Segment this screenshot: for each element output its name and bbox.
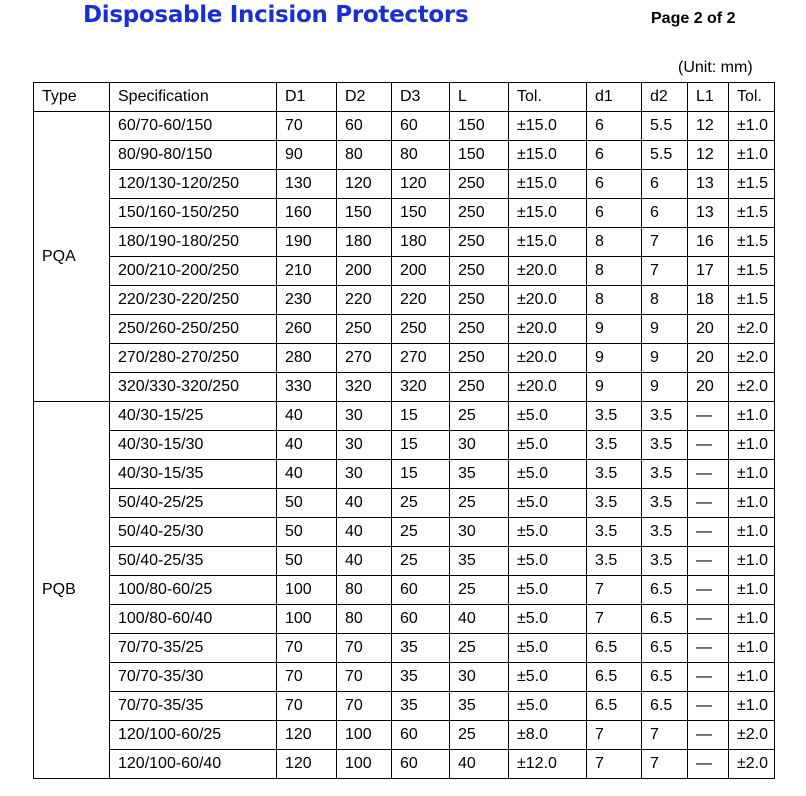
- table-cell: —: [688, 576, 729, 605]
- table-cell: 330: [277, 373, 337, 402]
- table-cell: 220: [392, 286, 450, 315]
- table-cell: 6.5: [642, 576, 688, 605]
- table-cell: 20: [688, 373, 729, 402]
- table-row: [34, 750, 775, 779]
- table-cell: ±15.0: [509, 170, 587, 199]
- table-cell: 30: [337, 431, 392, 460]
- table-cell: ±5.0: [509, 634, 587, 663]
- table-cell: 15: [392, 402, 450, 431]
- table-cell: 30: [337, 402, 392, 431]
- table-cell: 40: [450, 750, 509, 779]
- table-cell: 50: [277, 547, 337, 576]
- document-title: Disposable Incision Protectors: [83, 2, 469, 28]
- table-cell: 40: [337, 518, 392, 547]
- table-row: [34, 634, 775, 663]
- table-row: [34, 721, 775, 750]
- table-cell: 120: [277, 721, 337, 750]
- table-cell: 150: [392, 199, 450, 228]
- table-cell: 18: [688, 286, 729, 315]
- table-cell: —: [688, 547, 729, 576]
- table-cell: 6.5: [587, 692, 642, 721]
- table-cell: ±12.0: [509, 750, 587, 779]
- table-cell: 80: [337, 141, 392, 170]
- table-row: [34, 460, 775, 489]
- table-cell: ±2.0: [729, 315, 775, 344]
- table-cell: 7: [587, 721, 642, 750]
- table-cell: —: [688, 489, 729, 518]
- table-row: [34, 170, 775, 199]
- table-cell: 60: [392, 605, 450, 634]
- table-cell: 250/260-250/250: [110, 315, 277, 344]
- table-body: [34, 112, 775, 779]
- table-cell: 40/30-15/30: [110, 431, 277, 460]
- table-cell: 3.5: [587, 489, 642, 518]
- table-row: [34, 489, 775, 518]
- table-cell: 90: [277, 141, 337, 170]
- col-header-tol: Tol.: [509, 83, 587, 112]
- table-cell: ±5.0: [509, 663, 587, 692]
- table-cell: 6: [587, 199, 642, 228]
- table-cell: 320: [337, 373, 392, 402]
- table-cell: 9: [642, 315, 688, 344]
- table-cell: —: [688, 721, 729, 750]
- table-cell: 70: [277, 634, 337, 663]
- table-cell: 6: [587, 170, 642, 199]
- header-row: [34, 83, 775, 112]
- table-cell: 250: [450, 344, 509, 373]
- table-cell: 250: [450, 315, 509, 344]
- table-cell: 60: [337, 112, 392, 141]
- table-cell: ±1.0: [729, 141, 775, 170]
- table-cell: 40: [277, 460, 337, 489]
- table-cell: ±15.0: [509, 199, 587, 228]
- table-cell: ±5.0: [509, 402, 587, 431]
- table-cell: 50/40-25/25: [110, 489, 277, 518]
- table-cell: 100: [337, 721, 392, 750]
- unit-label: (Unit: mm): [678, 59, 753, 76]
- table-cell: 3.5: [587, 547, 642, 576]
- table-row: [34, 228, 775, 257]
- table-cell: 50/40-25/30: [110, 518, 277, 547]
- table-cell: 40: [337, 489, 392, 518]
- table-cell: 3.5: [587, 518, 642, 547]
- table-cell: 150: [450, 141, 509, 170]
- table-row: [34, 199, 775, 228]
- page-number: Page 2 of 2: [651, 10, 736, 27]
- table-cell: 6.5: [642, 663, 688, 692]
- table-row: [34, 344, 775, 373]
- table-cell: 40: [337, 547, 392, 576]
- table-cell: 25: [450, 634, 509, 663]
- table-row: [34, 112, 775, 141]
- table-cell: 35: [392, 692, 450, 721]
- table-cell: —: [688, 402, 729, 431]
- table-cell: —: [688, 431, 729, 460]
- table-cell: 9: [642, 373, 688, 402]
- table-cell: 70: [277, 112, 337, 141]
- table-cell: ±1.0: [729, 489, 775, 518]
- table-cell: 6.5: [642, 692, 688, 721]
- table-cell: 30: [337, 460, 392, 489]
- table-cell: 320/330-320/250: [110, 373, 277, 402]
- table-cell: ±5.0: [509, 692, 587, 721]
- table-cell: 8: [587, 286, 642, 315]
- table-cell: 3.5: [642, 460, 688, 489]
- table-cell: 50: [277, 489, 337, 518]
- table-cell: ±20.0: [509, 344, 587, 373]
- table-cell: 270: [337, 344, 392, 373]
- table-cell: 25: [450, 576, 509, 605]
- table-cell: 5.5: [642, 112, 688, 141]
- table-cell: 9: [642, 344, 688, 373]
- table-cell: 9: [587, 373, 642, 402]
- table-cell: 40: [450, 605, 509, 634]
- table-cell: 3.5: [642, 547, 688, 576]
- table-cell: 100/80-60/25: [110, 576, 277, 605]
- table-cell: 150/160-150/250: [110, 199, 277, 228]
- table-cell: 270/280-270/250: [110, 344, 277, 373]
- table-cell: 13: [688, 199, 729, 228]
- table-cell: 30: [450, 663, 509, 692]
- table-cell: 6: [587, 141, 642, 170]
- table-cell: 180: [337, 228, 392, 257]
- table-cell: 25: [392, 518, 450, 547]
- table-cell: 120: [277, 750, 337, 779]
- table-cell: ±1.0: [729, 605, 775, 634]
- table-cell: 180: [392, 228, 450, 257]
- table-cell: 100/80-60/40: [110, 605, 277, 634]
- table-cell: 80: [392, 141, 450, 170]
- table-cell: 25: [392, 547, 450, 576]
- table-cell: ±1.0: [729, 576, 775, 605]
- table-cell: 6: [642, 199, 688, 228]
- table-cell: 60: [392, 576, 450, 605]
- table-cell: 3.5: [587, 460, 642, 489]
- table-cell: ±1.5: [729, 199, 775, 228]
- table-cell: 120: [392, 170, 450, 199]
- table-cell: ±1.0: [729, 460, 775, 489]
- table-cell: 7: [642, 228, 688, 257]
- table-row: [34, 141, 775, 170]
- table-cell: 70/70-35/35: [110, 692, 277, 721]
- table-cell: 60: [392, 750, 450, 779]
- table-cell: ±20.0: [509, 373, 587, 402]
- table-row: [34, 576, 775, 605]
- table-cell: —: [688, 750, 729, 779]
- table-cell: 16: [688, 228, 729, 257]
- table-cell: 7: [587, 750, 642, 779]
- table-cell: 3.5: [642, 518, 688, 547]
- table-cell: ±2.0: [729, 721, 775, 750]
- table-cell: ±2.0: [729, 344, 775, 373]
- table-row: [34, 431, 775, 460]
- table-cell: ±5.0: [509, 460, 587, 489]
- table-cell: ±1.5: [729, 170, 775, 199]
- table-cell: 160: [277, 199, 337, 228]
- table-cell: 12: [688, 112, 729, 141]
- table-cell: ±2.0: [729, 750, 775, 779]
- table-cell: 70: [337, 692, 392, 721]
- table-cell: ±8.0: [509, 721, 587, 750]
- col-header-d2: D2: [337, 83, 392, 112]
- table-cell: 130: [277, 170, 337, 199]
- table-cell: 120/100-60/25: [110, 721, 277, 750]
- table-cell: ±1.5: [729, 286, 775, 315]
- table-cell: 17: [688, 257, 729, 286]
- table-cell: 60: [392, 721, 450, 750]
- table-cell: 120/100-60/40: [110, 750, 277, 779]
- table-row: [34, 257, 775, 286]
- table-cell: ±1.5: [729, 228, 775, 257]
- table-cell: —: [688, 663, 729, 692]
- table-cell: 280: [277, 344, 337, 373]
- table-cell: 40: [277, 431, 337, 460]
- table-cell: 230: [277, 286, 337, 315]
- table-cell: 80: [337, 576, 392, 605]
- table-cell: 250: [450, 373, 509, 402]
- table-cell: 40: [277, 402, 337, 431]
- table-cell: 35: [450, 692, 509, 721]
- table-row: [34, 663, 775, 692]
- table-cell: 210: [277, 257, 337, 286]
- table-cell: ±1.0: [729, 692, 775, 721]
- table-row: [34, 402, 775, 431]
- table-cell: 220: [337, 286, 392, 315]
- table-cell: 8: [587, 228, 642, 257]
- table-cell: 120/130-120/250: [110, 170, 277, 199]
- table-cell: 6.5: [642, 605, 688, 634]
- table-cell: 6.5: [587, 663, 642, 692]
- table-cell: 3.5: [642, 431, 688, 460]
- table-cell: 12: [688, 141, 729, 170]
- table-cell: 7: [642, 257, 688, 286]
- table-cell: 30: [450, 431, 509, 460]
- table-cell: ±5.0: [509, 431, 587, 460]
- table-cell: —: [688, 605, 729, 634]
- table-cell: ±1.0: [729, 112, 775, 141]
- table-cell: 7: [587, 576, 642, 605]
- table-cell: 150: [337, 199, 392, 228]
- table-cell: 3.5: [642, 402, 688, 431]
- table-cell: 250: [450, 199, 509, 228]
- table-cell: 60/70-60/150: [110, 112, 277, 141]
- table-cell: ±20.0: [509, 286, 587, 315]
- table-cell: 3.5: [642, 489, 688, 518]
- col-header-tol2: Tol.: [729, 83, 775, 112]
- table-cell: 250: [337, 315, 392, 344]
- table-cell: 40/30-15/35: [110, 460, 277, 489]
- table-cell: 7: [587, 605, 642, 634]
- table-cell: 100: [337, 750, 392, 779]
- col-header-small-d1: d1: [587, 83, 642, 112]
- table-cell: 70/70-35/25: [110, 634, 277, 663]
- table-cell: ±2.0: [729, 373, 775, 402]
- table-cell: 50: [277, 518, 337, 547]
- table-cell: 9: [587, 315, 642, 344]
- table-cell: 6.5: [587, 634, 642, 663]
- table-cell: ±1.5: [729, 257, 775, 286]
- col-header-d1: D1: [277, 83, 337, 112]
- table-cell: 270: [392, 344, 450, 373]
- table-cell: —: [688, 518, 729, 547]
- type-cell: PQA: [34, 112, 110, 402]
- table-cell: 200: [392, 257, 450, 286]
- table-cell: 6: [587, 112, 642, 141]
- table-cell: 60: [392, 112, 450, 141]
- table-cell: ±1.0: [729, 431, 775, 460]
- col-header-l: L: [450, 83, 509, 112]
- table-cell: 180/190-180/250: [110, 228, 277, 257]
- table-cell: 50/40-25/35: [110, 547, 277, 576]
- col-header-d3: D3: [392, 83, 450, 112]
- table-cell: ±15.0: [509, 141, 587, 170]
- table-cell: 70: [337, 634, 392, 663]
- table-cell: 25: [450, 402, 509, 431]
- table-cell: 70/70-35/30: [110, 663, 277, 692]
- table-cell: 35: [450, 460, 509, 489]
- table-cell: 3.5: [587, 402, 642, 431]
- table-cell: ±5.0: [509, 576, 587, 605]
- table-cell: —: [688, 634, 729, 663]
- type-cell: PQB: [34, 402, 110, 779]
- table-row: [34, 373, 775, 402]
- table-cell: 35: [450, 547, 509, 576]
- table-cell: 30: [450, 518, 509, 547]
- table-cell: 8: [587, 257, 642, 286]
- table-cell: ±15.0: [509, 228, 587, 257]
- table-cell: 250: [450, 257, 509, 286]
- col-header-specification: Specification: [110, 83, 277, 112]
- table-cell: 100: [277, 576, 337, 605]
- table-cell: 20: [688, 315, 729, 344]
- table-cell: 3.5: [587, 431, 642, 460]
- table-cell: ±5.0: [509, 605, 587, 634]
- table-cell: 6: [642, 170, 688, 199]
- table-cell: 8: [642, 286, 688, 315]
- table-cell: ±1.0: [729, 634, 775, 663]
- table-cell: 25: [450, 489, 509, 518]
- table-cell: 6.5: [642, 634, 688, 663]
- table-cell: 250: [392, 315, 450, 344]
- table-cell: 260: [277, 315, 337, 344]
- table-cell: 5.5: [642, 141, 688, 170]
- table-cell: 35: [392, 663, 450, 692]
- table-cell: ±1.0: [729, 402, 775, 431]
- table-cell: 250: [450, 228, 509, 257]
- table-cell: 320: [392, 373, 450, 402]
- table-cell: 100: [277, 605, 337, 634]
- col-header-small-d2: d2: [642, 83, 688, 112]
- table-cell: 80/90-80/150: [110, 141, 277, 170]
- table-cell: —: [688, 460, 729, 489]
- table-cell: 40/30-15/25: [110, 402, 277, 431]
- table-cell: ±5.0: [509, 518, 587, 547]
- table-cell: 80: [337, 605, 392, 634]
- table-cell: 15: [392, 431, 450, 460]
- table-cell: 13: [688, 170, 729, 199]
- table-cell: 25: [450, 721, 509, 750]
- table-cell: ±1.0: [729, 663, 775, 692]
- table-cell: 70: [337, 663, 392, 692]
- table-cell: 200: [337, 257, 392, 286]
- table-cell: ±5.0: [509, 547, 587, 576]
- table-cell: 220/230-220/250: [110, 286, 277, 315]
- table-cell: ±1.0: [729, 518, 775, 547]
- table-row: [34, 315, 775, 344]
- table-cell: 15: [392, 460, 450, 489]
- table-cell: 200/210-200/250: [110, 257, 277, 286]
- table-cell: —: [688, 692, 729, 721]
- spec-table: [33, 82, 775, 779]
- table-cell: 70: [277, 663, 337, 692]
- table-row: [34, 692, 775, 721]
- table-cell: 9: [587, 344, 642, 373]
- col-header-type: Type: [34, 83, 110, 112]
- table-cell: 20: [688, 344, 729, 373]
- table-cell: 70: [277, 692, 337, 721]
- col-header-l1: L1: [688, 83, 729, 112]
- table-cell: 250: [450, 170, 509, 199]
- table-cell: ±20.0: [509, 315, 587, 344]
- table-cell: ±5.0: [509, 489, 587, 518]
- table-row: [34, 286, 775, 315]
- table-cell: 7: [642, 721, 688, 750]
- table-cell: 35: [392, 634, 450, 663]
- table-cell: ±1.0: [729, 547, 775, 576]
- table-cell: ±20.0: [509, 257, 587, 286]
- table-cell: 190: [277, 228, 337, 257]
- table-cell: ±15.0: [509, 112, 587, 141]
- table-row: [34, 547, 775, 576]
- table-cell: 7: [642, 750, 688, 779]
- table-row: [34, 518, 775, 547]
- table-cell: 150: [450, 112, 509, 141]
- table-row: [34, 605, 775, 634]
- table-cell: 25: [392, 489, 450, 518]
- table-cell: 250: [450, 286, 509, 315]
- table-cell: 120: [337, 170, 392, 199]
